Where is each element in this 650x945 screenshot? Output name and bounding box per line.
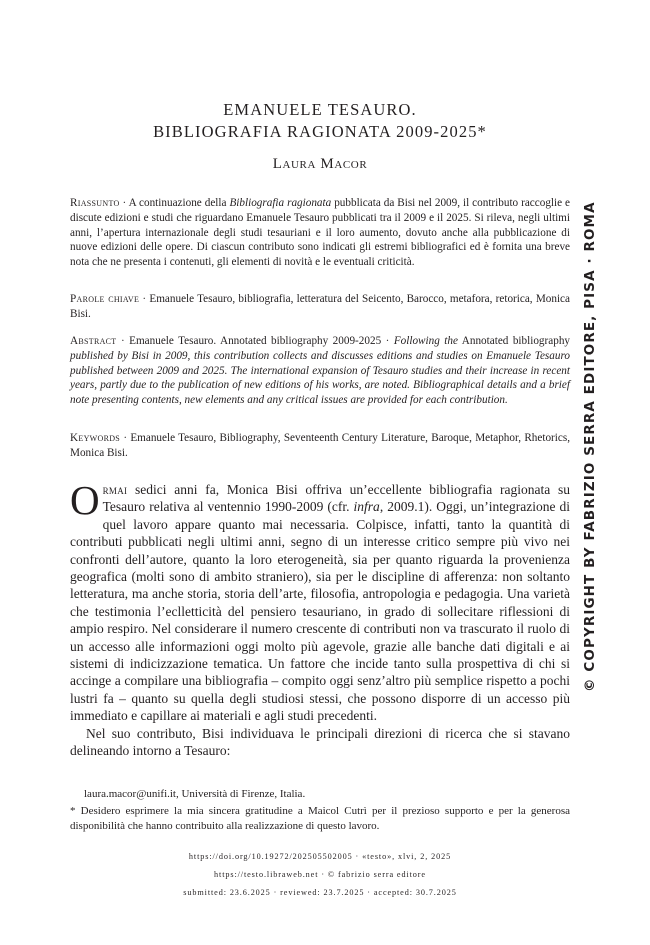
footer-dates: submitted: 23.6.2025 · reviewed: 23.7.2025 · accepted: 30.7.2025 xyxy=(183,888,457,897)
abstract-paragraph xyxy=(70,334,570,408)
abstract-italic-a: Following the xyxy=(393,335,458,347)
copyright-sidebar: © COPYRIGHT BY FABRIZIO SERRA EDITORE, PISA · ROMA xyxy=(582,201,598,692)
acknowledgement-footnote: * Desidero esprimere la mia sincera gratitudine a Maicol Cutrì per il prezioso supporto e per la generosa disponibilità che hanno contribuito alla realizzazione di questo lavoro. xyxy=(70,805,570,832)
footer-doi: https://doi.org/10.19272/202505502005 · «testo», xlvi, 2, 2025 xyxy=(188,852,452,861)
abstract-separator: · xyxy=(116,335,130,347)
riassunto-italic: Bibliografia ragionata xyxy=(229,197,332,209)
drop-cap: O xyxy=(70,477,100,523)
keywords-separator: · xyxy=(120,432,131,444)
first-word: rmai xyxy=(102,482,128,497)
parole-chiave-label: Parole chiave xyxy=(70,293,140,305)
parole-chiave-separator: · xyxy=(139,293,150,305)
title-line-2: BIBLIOGRAFIA RAGIONATA 2009-2025* xyxy=(153,121,487,141)
parole-chiave-text: Emanuele Tesauro, bibliografia, letteratura del Seicento, Barocco, metafora, retorica, Monica Bisi. xyxy=(70,293,570,320)
riassunto-paragraph xyxy=(70,196,570,270)
article-title xyxy=(70,99,570,142)
abstract-italic-b: published by Bisi in 2009, this contribution collects and discusses editions and studies on Emanuele Tesauro published between 2009 and 2025. The international expansion of Tesauro studies and their increase in recent years, partly due to the publication of new editions of his works, are noted. Bibliographical details and a brief note presenting contents, new elements and any critical issues are provided for each contribution. xyxy=(70,349,570,407)
riassunto-text-a: A continuazione della xyxy=(128,197,230,209)
para1-text-b: , 2009.1). Oggi, un’integrazione di quel lavoro appare quanto mai necessaria. Colpisce, infatti, tanto la quantità di contributi pubblicati negli ultimi anni, segno di un interesse critico sempre più vivo nei confronti dell’autore, quanto la loro eterogeneità, sia per quanto riguarda la provenienza geografica (molti sono di ambito straniero), sia per le discipline di afferenza: non soltanto letteratura, ma anche storia, storia dell’arte, filosofia, antropologia e pedagogia. Una varietà che testimonia l’eclletticità del pensiero tesauriano, in grado di sollecitare riflessioni di ampio respiro. Nel considerare il numero crescente di contributi non va trascurato il ruolo di un accesso alle informazioni oggi molto più agevole, grazie alle banche dati digitali e ai sistemi di indicizzazione tematica. Un fattore che incide tanto sulla prospettiva di chi si accinge a compilare una bibliografia – compito oggi senz’altro più semplice rispetto a pochi lustri fa – quanto su quella degli studiosi stessi, che possono disporre di un accesso più immediato e capillare ai materiali e agli studi precedenti. xyxy=(70,499,570,724)
abstract-label: Abstract xyxy=(70,335,117,347)
para1-italic: infra xyxy=(353,499,380,515)
keywords-paragraph xyxy=(70,431,570,461)
article-body xyxy=(70,477,570,760)
body-paragraph-2: Nel suo contributo, Bisi individuava le principali direzioni di ricerca che si stavano delineando intorno a Tesauro: xyxy=(70,725,570,759)
footer-site: https://testo.libraweb.net · © fabrizio serra editore xyxy=(214,870,426,879)
riassunto-separator: · xyxy=(119,197,129,209)
parole-chiave-paragraph xyxy=(70,292,570,322)
keywords-text: Emanuele Tesauro, Bibliography, Seventeenth Century Literature, Baroque, Metaphor, Rhetorics, Monica Bisi. xyxy=(70,432,570,459)
keywords-label: Keywords xyxy=(70,432,121,444)
author-name: Laura Macor xyxy=(272,156,368,172)
abstract-text-b: Annotated bibliography xyxy=(457,335,571,347)
previous-text-fragment: prospettiva di chi si accinge a compilare una bibliografia. Nel suo contributo, Bisi individuava i contenuti, gli elementi di novità e le eventuali criticità. xyxy=(70,11,570,39)
para1-text-a: sedici anni fa, Monica Bisi offriva un’eccellente bibliografia ragionata su Tesauro relativa al ventennio 1990-2009 (cfr. xyxy=(102,482,570,515)
title-line-1: EMANUELE TESAURO. xyxy=(223,100,417,119)
riassunto-label: Riassunto xyxy=(70,197,120,209)
author-contact-footnote: laura.macor@unifi.it, Università di Firenze, Italia. xyxy=(84,788,306,800)
riassunto-text-b: pubblicata da Bisi nel 2009, il contributo raccoglie e discute edizioni e studi che riguardano Emanuele Tesauro pubblicati tra il 2009 e il 2025. Si rileva, negli ultimi anni, l’apertura internazionale degli studi tesauriani e il loro aumento, dovuto anche alla pubblicazione di nuove edizioni delle opere. Di ciascun contributo sono indicati gli estremi bibliografici ed è fornita una breve nota che ne presenta i contenuti, gli elementi di novità e le eventuali criticità. xyxy=(70,197,571,269)
body-paragraph-1 xyxy=(70,477,570,725)
abstract-text-a: Emanuele Tesauro. Annotated bibliography 2009-2025 · xyxy=(129,335,394,347)
